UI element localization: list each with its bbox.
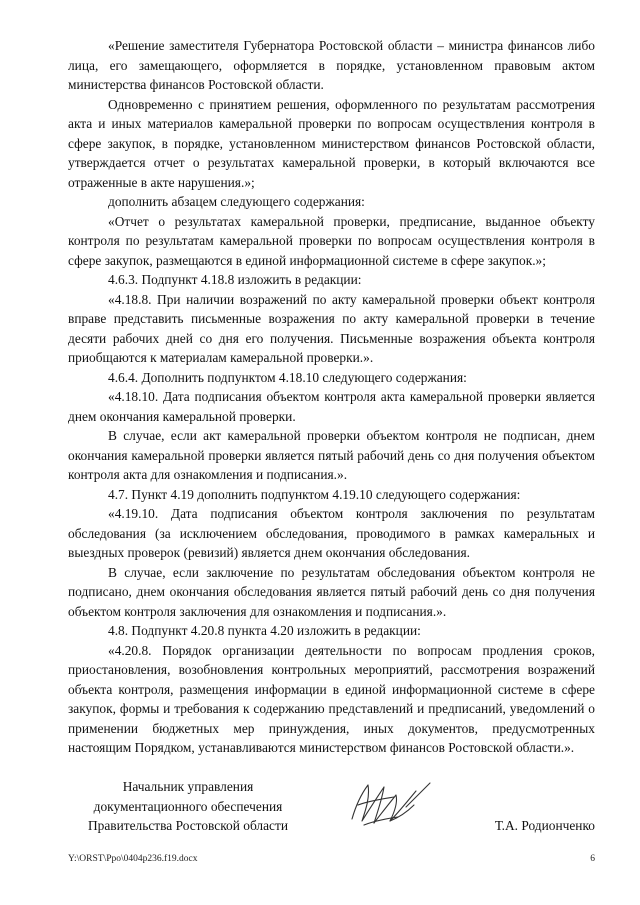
signer-position-line: Начальник управления bbox=[122, 779, 254, 794]
signer-position-line: Правительства Ростовской области bbox=[87, 818, 289, 833]
file-path: Y:\ORST\Ppo\0404p236.f19.docx bbox=[68, 854, 198, 864]
paragraph: «Отчет о результатах камеральной проверки, предписание, выданное объекту контроля по результатам камеральной проверки по вопросам осуществления контроля в сфере закупок, размещаются в единой информационной системе в сфере закупок.»; bbox=[68, 213, 595, 268]
signer-name: Т.А. Родионченко bbox=[494, 818, 595, 833]
paragraph: 4.6.3. Подпункт 4.18.8 изложить в редакции: bbox=[108, 272, 362, 287]
paragraph: В случае, если акт камеральной проверки объектом контроля не подписан, днем окончания камеральной проверки является пятый рабочий день со дня получения объектом контроля акта для ознакомления и подписания.». bbox=[68, 428, 595, 482]
paragraph: «4.18.8. При наличии возражений по акту камеральной проверки объект контроля вправе представить письменные возражения по акту камеральной проверки в течение десяти рабочих дней со дня его получения. Письменные возражения объекта контроля приобщаются к материалам камеральной проверки.». bbox=[68, 291, 595, 365]
paragraph: «Решение заместителя Губернатора Ростовской области – министра финансов либо лица, его замещающего, оформляется в порядке, установленном правовым актом министерства финансов Ростовской области. bbox=[68, 38, 595, 92]
document-body bbox=[68, 36, 595, 758]
paragraph: 4.7. Пункт 4.19 дополнить подпунктом 4.19.10 следующего содержания: bbox=[108, 486, 521, 502]
signature-block bbox=[68, 777, 595, 837]
signer-position bbox=[68, 777, 308, 836]
handwritten-signature bbox=[344, 775, 436, 835]
paragraph: 4.8. Подпункт 4.20.8 пункта 4.20 изложить в редакции: bbox=[108, 623, 421, 638]
paragraph: 4.6.4. Дополнить подпунктом 4.18.10 следующего содержания: bbox=[108, 369, 467, 385]
paragraph: В случае, если заключение по результатам обследования объектом контроля не подписано, днем окончания обследования является пятый рабочий день со дня получения объектом контроля заключения для ознакомления и подписания.». bbox=[68, 564, 595, 619]
paragraph: «4.19.10. Дата подписания объектом контроля заключения по результатам обследования (за исключением обследования, проводимого в рамках камеральных и выездных проверок (ревизий) является днем окончания обследования. bbox=[68, 506, 595, 560]
paragraph: Одновременно с принятием решения, оформленного по результатам рассмотрения акта и иных материалов камеральной проверки по вопросам осуществления контроля в сфере закупок, в порядке, установленном министерством финансов Ростовской области, утверждается отчет о результатах камеральной проверки, в который включаются все отраженные в акте нарушения.»; bbox=[68, 96, 595, 190]
signer-position-line: документационного обеспечения bbox=[93, 798, 283, 814]
paragraph: дополнить абзацем следующего содержания: bbox=[108, 194, 365, 209]
paragraph: «4.20.8. Порядок организации деятельности по вопросам продления сроков, приостановления, возобновления контрольных мероприятий, рассмотрения возражений объекта контроля, размещения информации в единой информационной системе в сфере закупок, формы и требования к содержанию представлений и предписаний, уведомлений о применении бюджетных мер принуждения, иных документов, предусмотренных настоящим Порядком, устанавливаются министерством финансов Ростовской области.». bbox=[68, 642, 595, 755]
paragraph: «4.18.10. Дата подписания объектом контроля акта камеральной проверки является днем окончания камеральной проверки. bbox=[68, 389, 595, 424]
page-number: 6 bbox=[590, 854, 595, 864]
